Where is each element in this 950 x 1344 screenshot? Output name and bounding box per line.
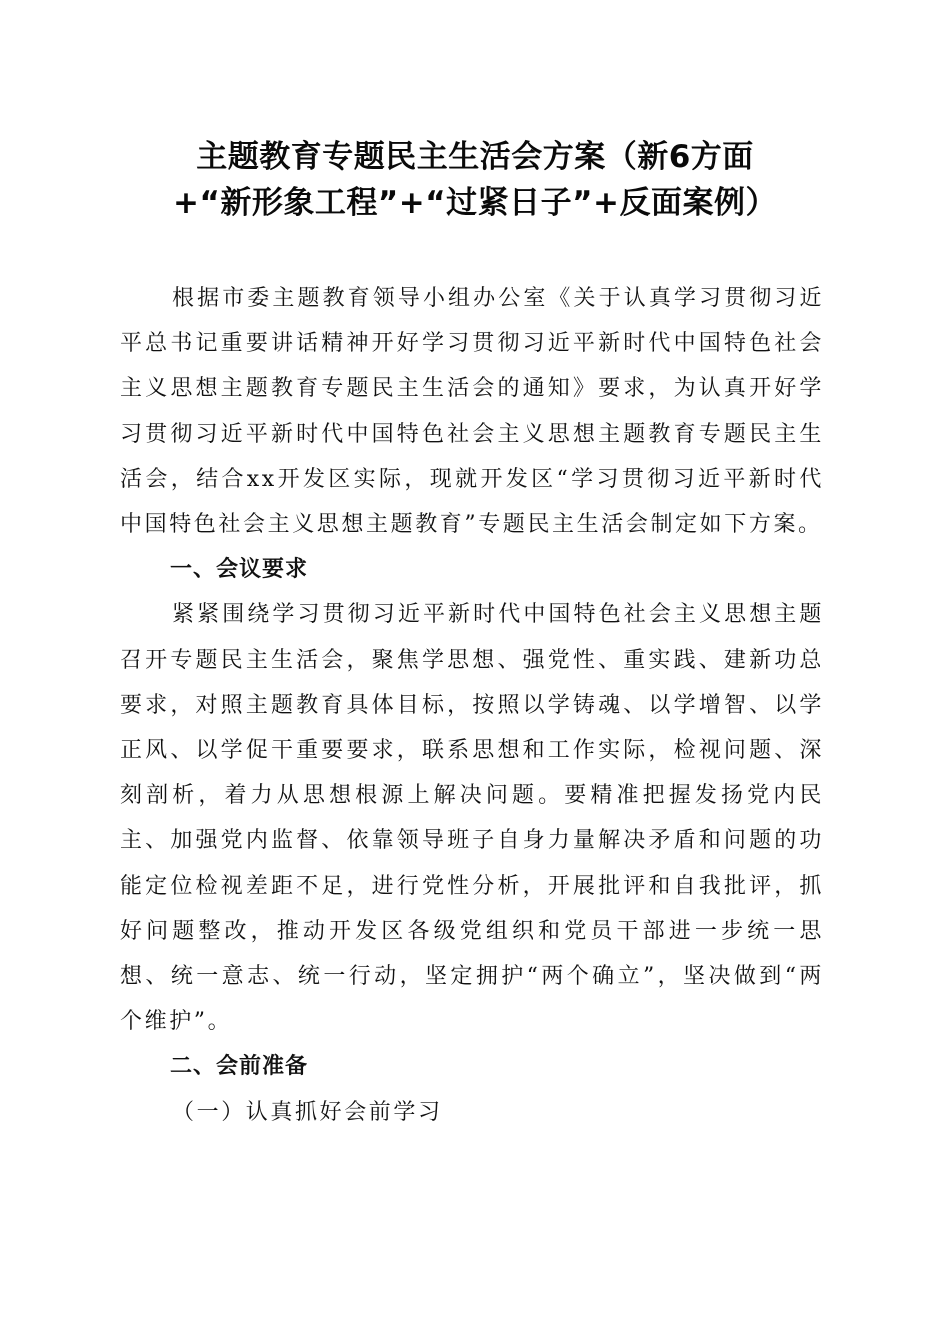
title-line-2: +“新形象工程”+“过紧日子”+反面案例） (173, 185, 777, 221)
subsection-heading-study: （一）认真抓好会前学习 (172, 1099, 443, 1125)
intro-paragraph: 根据市委主题教育领导小组办公室《关于认真学习贯彻习近平总书记重要讲话精神开好学习贯彻习近平新时代中国特色社会主义思想主题教育专题民主生活会的通知》要求，为认真开好学习贯彻习近平新时代中国特色社会主义思想主题教育专题民主生活会，结合xx开发区实际，现就开发区“学习贯彻习近平新时代中国特色社会主义思想主题教育”专题民主生活会制定如下方案。 (120, 286, 824, 538)
document-body (120, 276, 824, 1135)
section-heading-preparation: 二、会前准备 (170, 1054, 309, 1080)
title-line-1: 主题教育专题民主生活会方案（新6方面 (196, 139, 754, 175)
document-title (90, 134, 860, 226)
section-heading-meeting-requirements: 一、会议要求 (170, 557, 309, 583)
section-paragraph-meeting-requirements: 紧紧围绕学习贯彻习近平新时代中国特色社会主义思想主题召开专题民主生活会，聚焦学思想、强党性、重实践、建新功总要求，对照主题教育具体目标，按照以学铸魂、以学增智、以学正风、以学促干重要要求，联系思想和工作实际，检视问题、深刻剖析，着力从思想根源上解决问题。要精准把握发扬党内民主、加强党内监督、依靠领导班子自身力量解决矛盾和问题的功能定位检视差距不足，进行党性分析，开展批评和自我批评，抓好问题整改，推动开发区各级党组织和党员干部进一步统一思想、统一意志、统一行动，坚定拥护“两个确立”，坚决做到“两个维护”。 (120, 602, 824, 1035)
